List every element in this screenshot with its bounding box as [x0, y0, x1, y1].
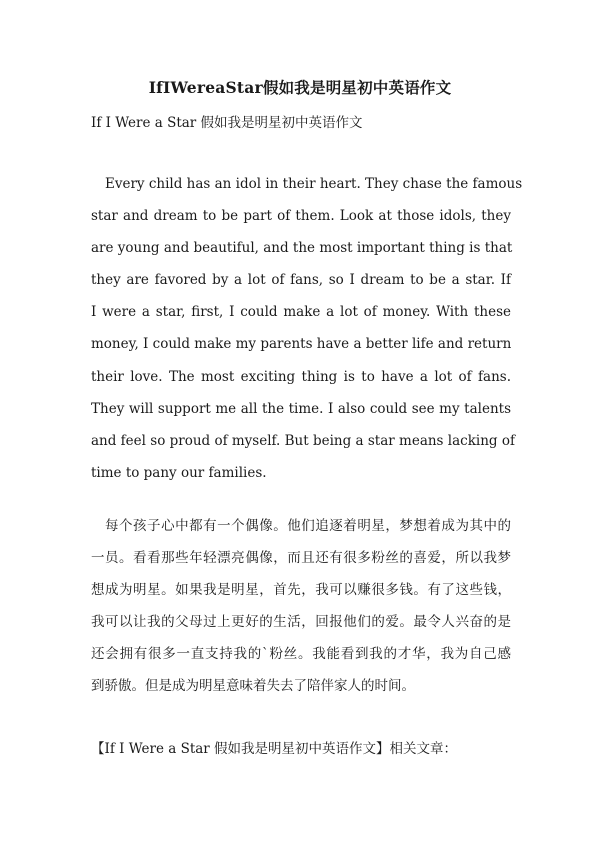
english-line: their love. The most exciting thing is to have a lot of fans.	[91, 368, 511, 385]
chinese-line: 每个孩子心中都有一个偶像。他们追逐着明星，梦想着成为其中的	[105, 518, 511, 534]
related-articles-label: 【If I Were a Star 假如我是明星初中英语作文】相关文章：	[91, 741, 458, 757]
english-line: they are favored by a lot of fans, so I dream to be a star. If	[91, 272, 511, 289]
document-title: IfIWereaStar假如我是明星初中英语作文	[148, 78, 452, 97]
english-line: money, I could make my parents have a better life and return	[91, 336, 512, 353]
english-line: They will support me all the time. I also could see my talents	[91, 400, 511, 417]
chinese-line: 还会拥有很多一直支持我的`粉丝。我能看到我的才华，我为自己感	[91, 646, 511, 663]
english-line: I were a star, first, I could make a lot of money. With these	[91, 304, 511, 321]
chinese-paragraph	[91, 515, 511, 708]
english-line: and feel so proud of myself. But being a star means lacking of	[91, 432, 515, 449]
chinese-line: 我可以让我的父母过上更好的生活，回报他们的爱。最令人兴奋的是	[91, 614, 511, 631]
english-line: time to pany our families.	[91, 464, 267, 481]
chinese-line: 一员。看看那些年轻漂亮偶像，而且还有很多粉丝的喜爱，所以我梦	[91, 550, 511, 567]
chinese-line: 想成为明星。如果我是明星，首先，我可以赚很多钱。有了这些钱，	[91, 582, 511, 599]
english-line: are young and beautiful, and the most important thing is that	[91, 240, 513, 257]
english-line: Every child has an idol in their heart. They chase the famous	[105, 176, 523, 192]
chinese-line: 到骄傲。但是成为明星意味着失去了陪伴家人的时间。	[91, 678, 415, 695]
english-line: star and dream to be part of them. Look at those idols, they	[91, 208, 511, 225]
english-paragraph	[91, 173, 523, 494]
document-subtitle: If I Were a Star 假如我是明星初中英语作文	[91, 115, 363, 131]
